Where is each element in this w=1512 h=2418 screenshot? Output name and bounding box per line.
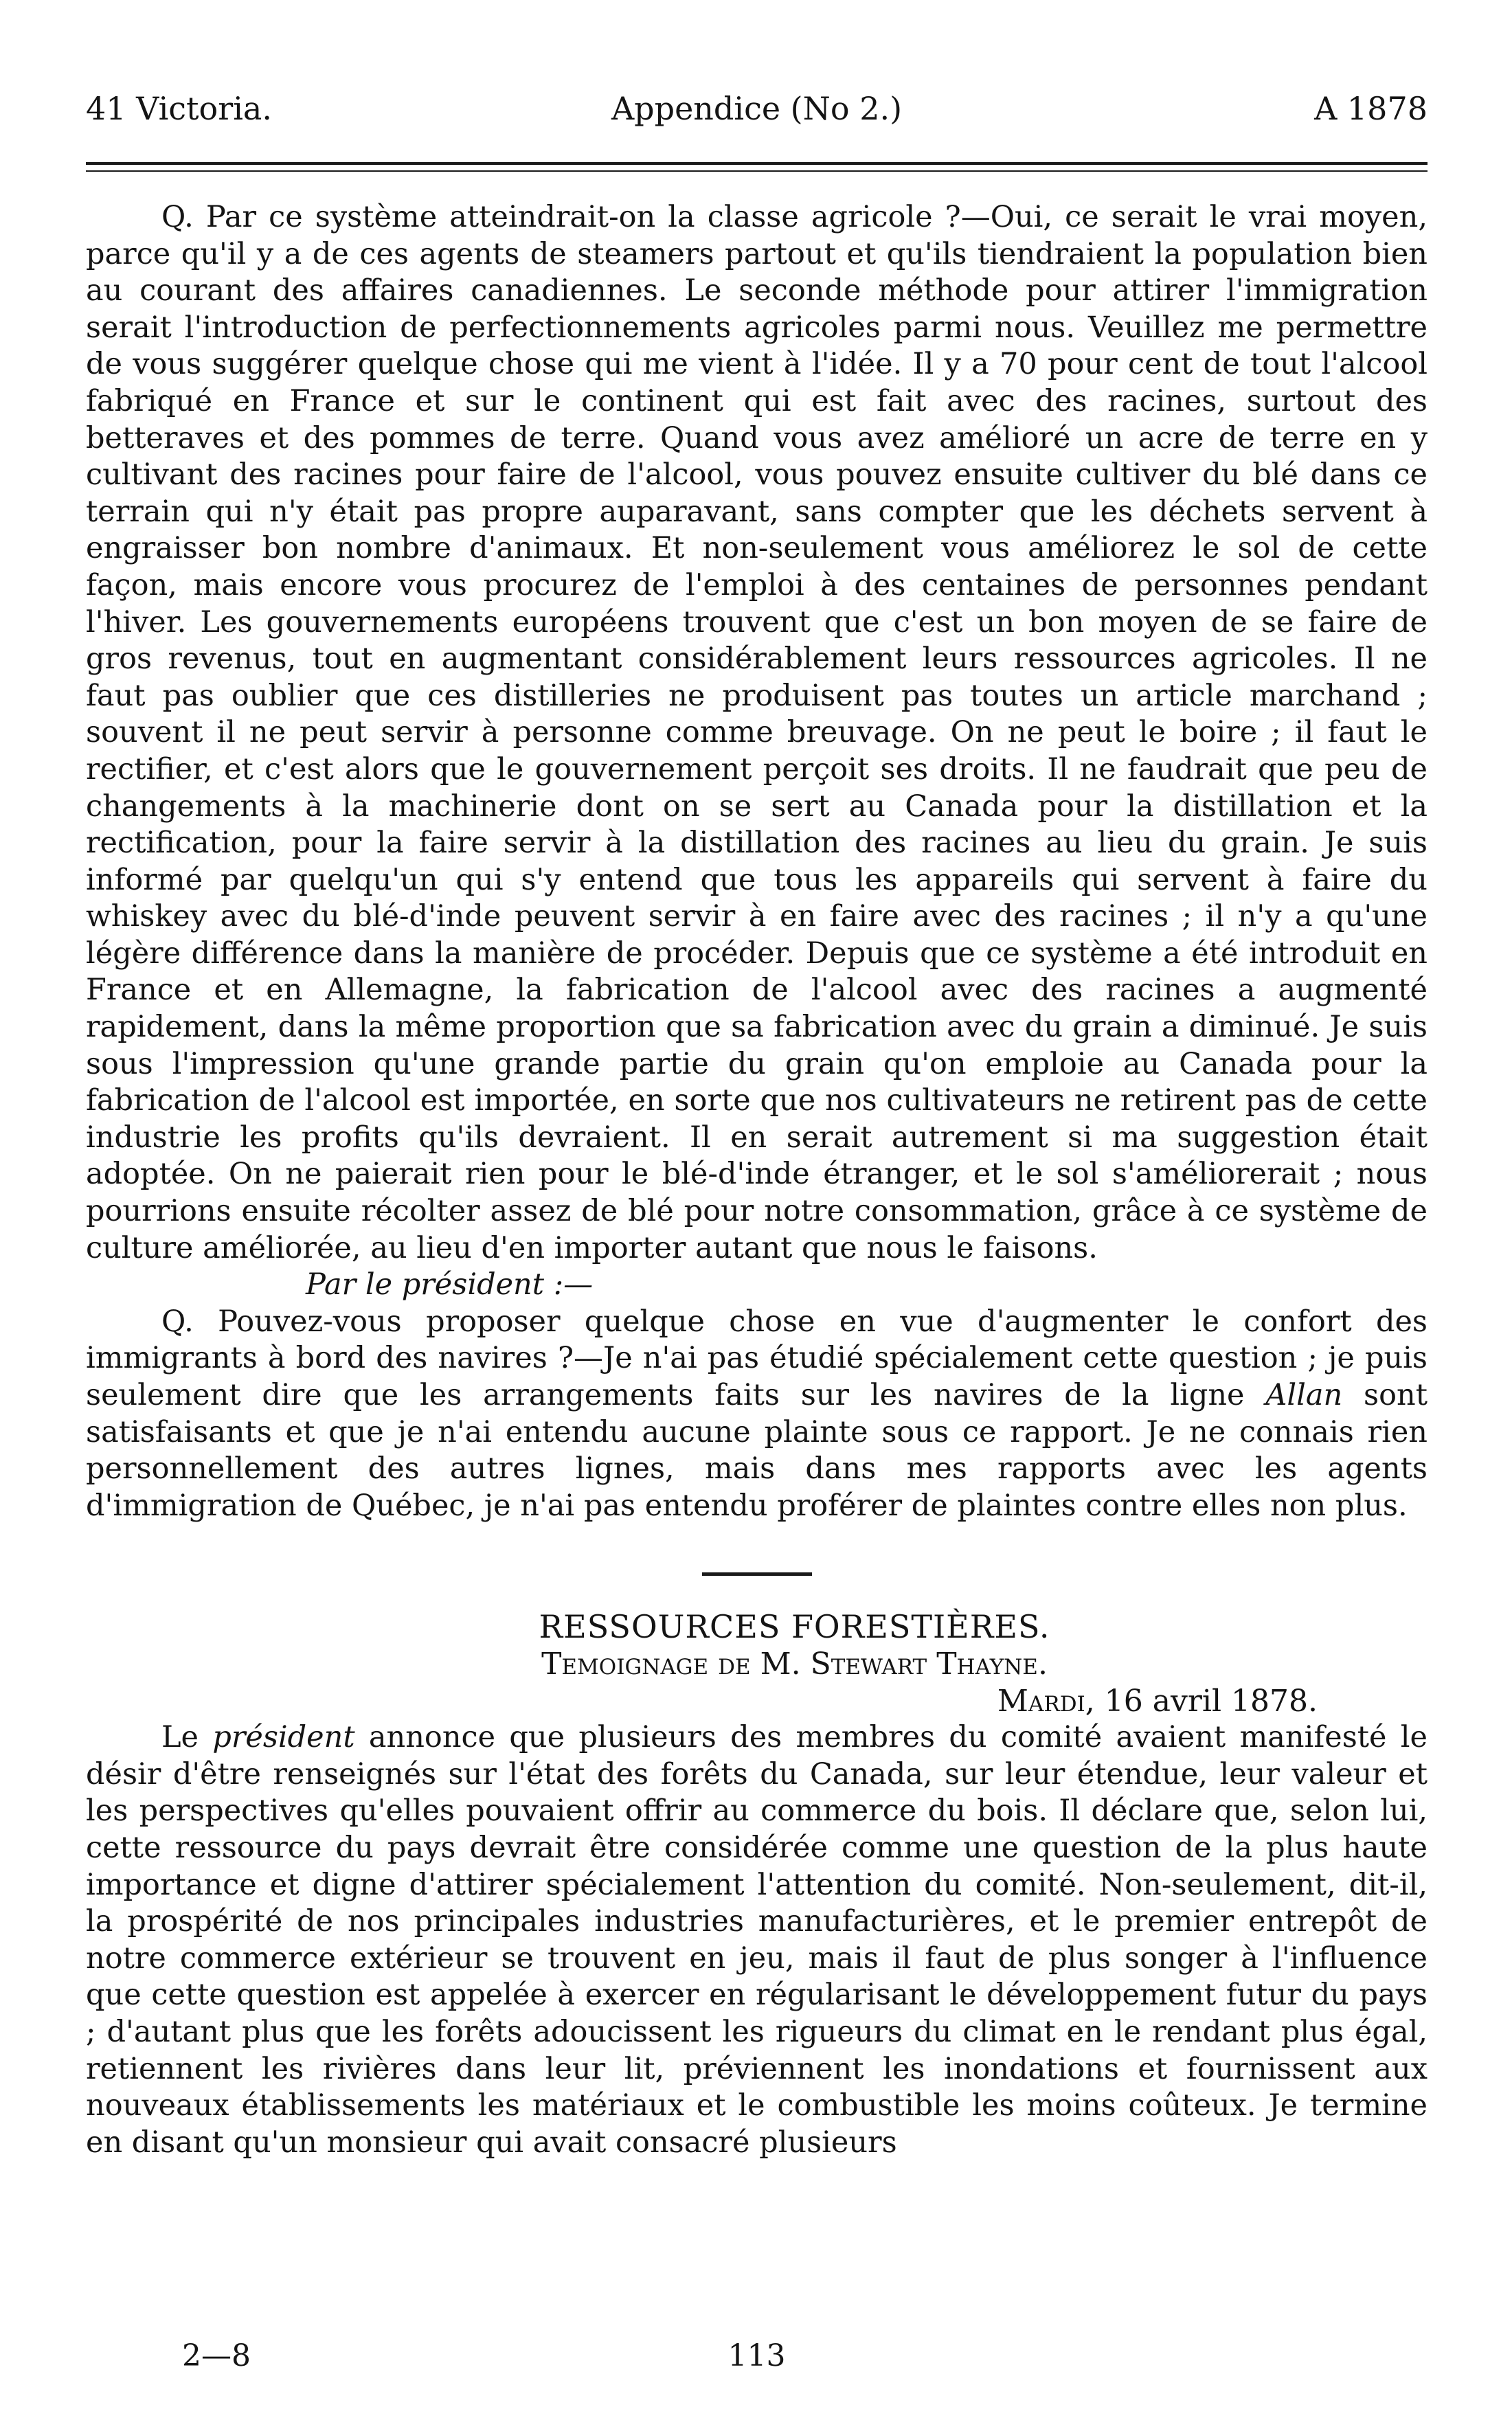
footer-signature: 2—8 xyxy=(182,2338,251,2373)
running-header xyxy=(86,81,1428,136)
paragraph-forest-resources xyxy=(86,1719,1428,2161)
header-rule-thick xyxy=(86,162,1428,165)
header-year: A 1878 xyxy=(1314,90,1428,127)
paragraph-immigration-agriculture: Q. Par ce système atteindrait-on la classe agricole ?—Oui, ce serait le vrai moyen, parce qu'il y a de ces agents de steamers partout et qu'ils tiendraient la population bien au courant des affaires canadiennes. Le seconde méthode pour attirer l'immigration serait l'introduction de perfectionnements agricoles parmi nous. Veuillez me permettre de vous suggérer quelque chose qui me vient à l'idée. Il y a 70 pour cent de tout l'alcool fabriqué en France et sur le continent qui est fait avec des racines, surtout des betteraves et des pommes de terre. Quand vous avez amélioré un acre de terre en y cultivant des racines pour faire de l'alcool, vous pouvez ensuite cultiver du blé dans ce terrain qui n'y était pas propre auparavant, sans compter que les déchets servent à engraisser bon nombre d'animaux. Et non-seulement vous améliorez le sol de cette façon, mais encore vous procurez de l'emploi à des centaines de personnes pendant l'hiver. Les gouvernements européens trouvent que c'est un bon moyen de se faire de gros revenus, tout en augmentant considérablement leurs ressources agricoles. Il ne faut pas oublier que ces distilleries ne produisent pas toutes un article marchand ; souvent il ne peut servir à personne comme breuvage. On ne peut le boire ; il faut le rectifier, et c'est alors que le gouvernement perçoit ses droits. Il ne faudrait que peu de changements à la machinerie dont on se sert au Canada pour la distillation et la rectification, pour la faire servir à la distillation des racines au lieu du grain. Je suis informé par quelqu'un qui s'y entend que tous les appareils qui servent à faire du whiskey avec du blé-d'inde peuvent servir à en faire avec des racines ; il n'y a qu'une légère différence dans la manière de procéder. Depuis que ce système a été introduit en France et en Allemagne, la fabrication de l'alcool avec des racines a augmenté rapidement, dans la même proportion que sa fabrication avec du grain a diminué. Je suis sous l'impression qu'une grande partie du grain qu'on emploie au Canada pour la fabrication de l'alcool est importée, en sorte que nos cultivateurs ne retirent pas de cette industrie les profits qu'ils devraient. Il en serait autrement si ma suggestion était adoptée. On ne paierait rien pour le blé-d'inde étranger, et le sol s'améliorerait ; nous pourrions ensuite récolter assez de blé pour notre consommation, grâce à ce système de culture améliorée, au lieu d'en importer autant que nous le faisons. xyxy=(86,200,1428,1265)
paragraph-3-text-a: Le xyxy=(161,1720,213,1755)
page-number: 113 xyxy=(727,2338,786,2373)
paragraph-3-text-b: annonce que plusieurs des membres du comité avaient manifesté le désir d'être renseignés sur l'état des forêts du Canada, sur leur étendue, leur valeur et les perspectives qu'elles pouvaient offrir au commerce du bois. Il déclare que, selon lui, cette ressource du pays devrait être considérée comme une question de la plus haute importance et digne d'attirer spécialement l'attention du comité. Non-seulement, dit-il, la prospérité de nos principales industries manufacturières, et le premier entrepôt de notre commerce extérieur se trouvent en jeu, mais il faut de plus songer à l'influence que cette question est appelée à exercer en régularisant le développement futur du pays ; d'autant plus que les forêts adoucissent les rigueurs du climat en le rendant plus égal, retiennent les rivières dans leur lit, préviennent les inondations et fournissent aux nouveaux établissements les matériaux et le combustible les moins coûteux. Je termine en disant qu'un monsieur qui avait consacré plusieurs xyxy=(86,1720,1428,2160)
page-footer xyxy=(86,2336,1428,2377)
paragraph-immigrant-comfort xyxy=(86,1304,1428,1525)
paragraph-2-italic: Allan xyxy=(1265,1378,1343,1412)
header-appendix: Appendice (No 2.) xyxy=(611,90,903,127)
section-title: RESSOURCES FORESTIÈRES. xyxy=(539,1608,1050,1646)
body-text xyxy=(86,199,1428,2161)
speaker-label: Par le président :— xyxy=(306,1267,594,1302)
witness-heading: Temoignage de M. Stewart Thayne. xyxy=(541,1646,1048,1682)
paragraph-2-text-a: Q. Pouvez-vous proposer quelque chose en vue d'augmenter le confort des immigrants à bord des navires ?—Je n'ai pas étudié spécialement cette question ; je puis seulement dire que les arrangements faits sur les navires de la ligne xyxy=(86,1304,1428,1412)
dateline-date: 16 avril 1878. xyxy=(1104,1683,1318,1719)
header-volume: 41 Victoria. xyxy=(86,90,272,127)
header-rule-thin xyxy=(86,170,1428,172)
dateline xyxy=(86,1683,1428,1720)
dateline-day: Mardi, xyxy=(997,1683,1095,1719)
section-separator xyxy=(702,1572,812,1576)
paragraph-2-text-b: sont satisfaisants et que je n'ai entendu aucune plainte sous ce rapport. Je ne connais rien personnellement des autres lignes, mais dans mes rapports avec les agents d'immigration de Québec, je n'ai pas entendu proférer de plaintes contre elles non plus. xyxy=(86,1378,1428,1523)
paragraph-3-italic: président xyxy=(212,1720,355,1755)
